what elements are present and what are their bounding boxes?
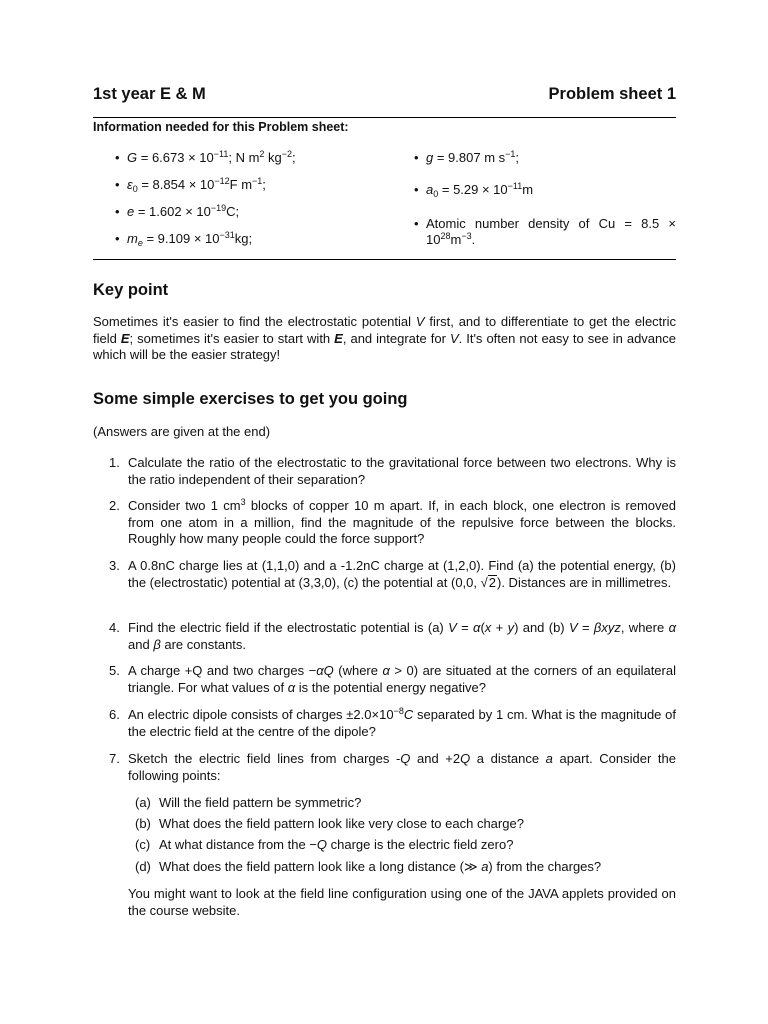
question-6: 6. An electric dipole consists of charges $\pm 2.0\times 10^{-8}C$ separated by 1 cm. What is the magnitude of the electric field at the centre of the dipole? — [109, 706, 676, 739]
question-7-sub-b: (b) What does the field pattern look like very close to each charge? — [135, 816, 524, 831]
exercises-heading: Some simple exercises to get you going — [93, 390, 408, 408]
question-4: 4. Find the electric field if the electrostatic potential is (a) V = α(x + y) and (b) V = βxyz, where α and β are constants. — [109, 620, 676, 652]
question-7-sub-c: (c) At what distance from the −Q charge is the electric field zero? — [135, 837, 514, 852]
question-7-sub-d: (d) What does the field pattern look like a long distance (≫ a) from the charges? — [135, 859, 602, 874]
constant-g: • g = 9.807 m $s^{-1}$; — [392, 150, 676, 166]
constant-e: • $e = 1.602 \times 10^{-19}C$; — [93, 204, 393, 220]
info-rule — [93, 259, 676, 260]
constants-list-left — [93, 149, 393, 248]
question-7: 7. Sketch the electric field lines from charges -Q and +2Q a distance a apart. Consider the following points: — [109, 751, 676, 783]
constant-G: • $G = 6.673 \times 10^{-11}$; N $m^2$ $kg^{-2}$; — [93, 150, 393, 166]
constant-a0: • $a_0 = 5.29 \times 10^{-11}m$ — [392, 182, 676, 198]
question-2: 2. Consider two 1 $cm^3$ blocks of copper 10 m apart. If, in each block, one electron is removed from one atom in a million, find the magnitude of the repulsive force between the blocks. Roughly how many people could the force support? — [109, 497, 677, 547]
constant-epsilon0: • $\varepsilon_0 = 8.854 \times 10^{-12}F$ $m^{-1}$; — [93, 177, 393, 193]
info-heading: Information needed for this Problem sheet: — [93, 120, 349, 134]
key-point-heading: Key point — [93, 281, 169, 299]
key-point-paragraph: Sometimes it's easier to find the electrostatic potential V first, and to differentiate to get the electric field E; sometimes it's easier to start with E, and integrate for V. It's often not easy to see in advance which will be the easier strategy! — [93, 314, 677, 363]
answers-note: (Answers are given at the end) — [93, 424, 271, 439]
question-3: 3. A 0.8nC charge lies at (1,1,0) and a -1.2nC charge at (1,2,0). Find (a) the potential energy, (b) the (electrostatic) potential at (3,3,0), (c) the potential at (0,0, √2). Distances are in millimetres. — [109, 558, 676, 590]
question-5: 5. A charge +Q and two charges −αQ (where α > 0) are situated at the corners of an equilateral triangle. For what values of α is the potential energy negative? — [109, 663, 676, 695]
constants-list-right — [392, 150, 676, 248]
sheet-header — [93, 85, 676, 104]
constant-cu-density: • Atomic number density of Cu = 8.5 × $10^{28}m^{-3}$. — [392, 216, 676, 248]
question-7-sub-a: (a) Will the field pattern be symmetric? — [135, 795, 362, 810]
sheet-title: Problem sheet 1 — [548, 85, 676, 103]
question-7-footer: You might want to look at the field line configuration using one of the JAVA applets provided on the course website. — [128, 886, 676, 918]
course-title: 1st year E & M — [93, 85, 206, 103]
header-rule — [93, 117, 676, 118]
constant-me: • $m_e = 9.109 \times 10^{-31}kg$; — [93, 231, 393, 247]
question-1: 1. Calculate the ratio of the electrostatic to the gravitational force between two electrons. Why is the ratio independent of their separation? — [109, 455, 676, 487]
